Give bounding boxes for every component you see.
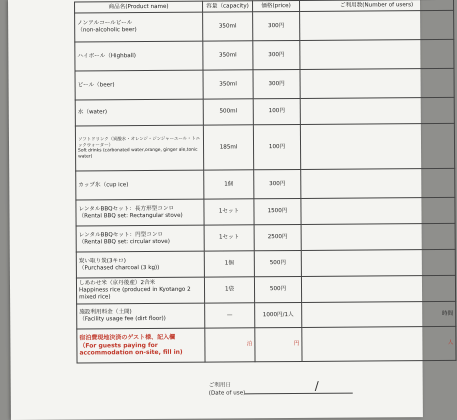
item-name-jp: カップ氷（cup ice): [78, 181, 129, 189]
users-input-cell[interactable]: [301, 197, 455, 224]
item-name-jp: ビール（beer): [77, 81, 115, 89]
item-name-en: （Rental BBQ set: circular stove): [78, 238, 170, 246]
users-input-cell[interactable]: [300, 39, 454, 69]
users-input-cell[interactable]: [301, 249, 455, 276]
guest-label-en: （For guests paying for accommodation on-site, fill in): [79, 341, 183, 357]
users-hours-cell[interactable]: [302, 301, 456, 327]
header-users: ご利用数(Number of users): [300, 0, 454, 11]
guest-label-jp: 宿泊費現地決済のゲスト様、記入欄: [79, 334, 176, 342]
item-price: 300円: [253, 40, 300, 69]
header-price: 価格(price): [253, 0, 300, 11]
item-name-cell: [75, 125, 203, 171]
item-price: 1000円/1人: [255, 302, 302, 327]
item-price: 300円: [254, 169, 301, 198]
guest-row: [77, 326, 456, 363]
item-name-en: （Facility usage fee (dirt floor)): [79, 315, 166, 323]
item-price: 100円: [253, 124, 300, 169]
item-name-cell: [75, 12, 203, 42]
item-name-cell: [76, 199, 204, 226]
use-date-input-line[interactable]: [245, 393, 353, 395]
item-name-jp: ハイボール（Highball): [77, 52, 136, 60]
item-capacity: 185ml: [203, 125, 253, 170]
item-name-cell: [76, 277, 204, 304]
item-price: 2500円: [254, 224, 301, 250]
date-separator: /: [314, 378, 319, 393]
item-price: 100円: [253, 98, 300, 124]
people-unit-label: 人: [447, 339, 454, 346]
item-price: 300円: [253, 69, 300, 98]
table-row: [76, 275, 455, 304]
item-price: 1500円: [254, 198, 301, 224]
users-input-cell[interactable]: [300, 10, 454, 40]
item-name-jp: ノンアルコールビール: [77, 20, 133, 27]
item-name-jp: 炭い取り炭(3キロ): [78, 257, 126, 265]
table-row: [76, 249, 455, 278]
item-name-jp: 水（water): [77, 109, 108, 116]
item-name-cell: [75, 70, 203, 100]
table-row: [76, 168, 455, 200]
header-name: 商品名(Product name): [75, 1, 203, 13]
table-row: [75, 97, 454, 126]
item-name-jp: ソフトドリンク（炭酸水・オレンジ・ジンジャーエール・トニックウォーター）: [77, 136, 201, 149]
item-capacity: 350ml: [203, 12, 253, 41]
nights-unit-label: 泊: [246, 341, 253, 348]
table-row: [76, 223, 455, 252]
guest-nights-cell[interactable]: [205, 328, 255, 362]
item-name-en: Soft drinks (carbonated water,orange, ginger ale,tonic water): [78, 147, 198, 160]
item-capacity: 1セット: [204, 199, 254, 225]
header-capacity: 容量（capacity): [203, 1, 253, 12]
item-capacity: 1セット: [204, 225, 254, 251]
item-price: 500円: [254, 250, 301, 276]
item-name-cell: [75, 99, 203, 126]
guest-label-cell: [77, 328, 205, 363]
item-name-cell: [76, 251, 204, 278]
users-input-cell[interactable]: [300, 68, 454, 98]
item-name-jp: レンタルBBQセット：長方形型コンロ: [78, 205, 175, 213]
item-capacity: 1個: [204, 251, 254, 277]
users-input-cell[interactable]: [300, 97, 454, 124]
item-name-jp: しあわせ米（京丹後産）2合米: [78, 279, 156, 287]
users-input-cell[interactable]: [301, 275, 455, 302]
use-date-label: [209, 382, 246, 398]
table-row: [77, 301, 456, 329]
table-row: [75, 10, 454, 42]
item-price: 300円: [253, 11, 300, 40]
item-capacity: —: [205, 303, 255, 328]
item-name-cell: [76, 170, 204, 200]
item-name-cell: [77, 303, 205, 329]
users-input-cell[interactable]: [301, 168, 455, 198]
table-row: [75, 68, 454, 100]
users-input-cell[interactable]: [300, 123, 454, 169]
guest-amount-cell[interactable]: [255, 327, 302, 361]
item-capacity: 1袋: [204, 277, 254, 303]
order-table: [74, 0, 457, 364]
users-input-cell[interactable]: [301, 223, 455, 250]
guest-people-cell[interactable]: [302, 326, 456, 361]
item-capacity: 1個: [204, 170, 254, 199]
item-name-en: （Purchased charcoal (3 kg)): [78, 264, 160, 272]
hours-unit-label: 時間: [441, 310, 454, 317]
paper-sheet: [8, 0, 454, 420]
item-name-cell: [75, 41, 203, 71]
use-date-jp: ご利用日: [208, 382, 232, 389]
item-name-en: （Rental BBQ set: Rectangular stove): [78, 212, 183, 220]
item-capacity: 500ml: [203, 99, 253, 125]
table-row: [76, 197, 455, 226]
item-name-jp: 施設利用料金（土間): [79, 309, 132, 316]
yen-unit-label: 円: [293, 340, 300, 348]
item-price: 500円: [254, 276, 301, 302]
use-date-en: (Date of use): [208, 390, 246, 397]
item-capacity: 350ml: [203, 70, 253, 99]
table-row: [75, 123, 454, 171]
item-name-en: （non-alcoholic beer): [77, 27, 137, 34]
item-capacity: 350ml: [203, 41, 253, 70]
table-row: [75, 39, 454, 71]
item-name-en: Happiness rice (produced in Kyotango 2 mixed rice): [79, 286, 191, 301]
item-name-jp: レンタルBBQセット：円型コンロ: [78, 231, 164, 239]
item-name-cell: [76, 225, 204, 252]
